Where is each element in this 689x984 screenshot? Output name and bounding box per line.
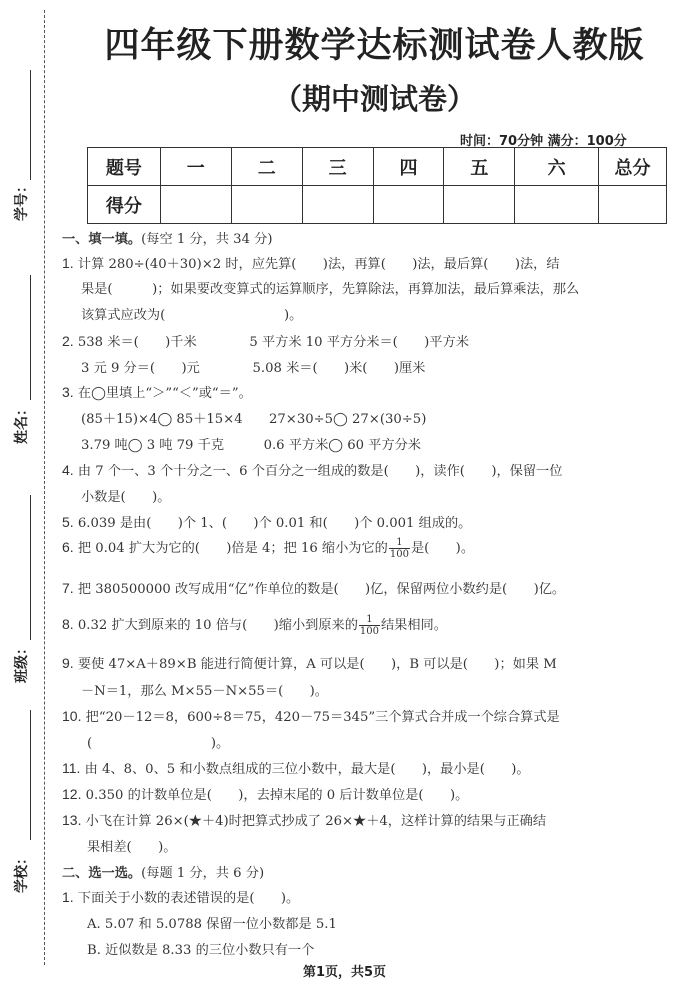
option-a xyxy=(87,913,337,932)
question-number: 3. xyxy=(62,384,74,400)
score-header-cell: 五 xyxy=(444,148,515,186)
question-9-line-2 xyxy=(81,680,328,699)
question-text: 由 7 个一、3 个十分之一、6 个百分之一组成的数是( )，读作( )，保留一位 xyxy=(77,464,563,479)
student-id-line xyxy=(30,70,31,180)
score-table xyxy=(87,147,667,224)
question-2-line-1 xyxy=(62,331,469,350)
page-footer: 第1页，共5页 xyxy=(302,965,387,980)
question-number: 10. xyxy=(62,708,82,724)
section1-heading-line xyxy=(62,228,272,247)
question-number: 1. xyxy=(62,889,74,905)
exam-title: 四年级下册数学达标测试卷人教版 xyxy=(104,26,645,66)
question-text: －N＝1，那么 M×55－N×55＝( )。 xyxy=(81,684,328,699)
question-text: 计算 280÷(40＋30)×2 时，应先算( )法，再算( )法，最后算( )法，结 xyxy=(77,257,560,272)
question-number: 9. xyxy=(62,655,74,671)
question-text: 把 380500000 改写成用“亿”作单位的数是( )亿，保留两位小数约是( )亿。 xyxy=(77,582,566,597)
score-header-cell: 二 xyxy=(231,148,302,186)
question-number: 5. xyxy=(62,514,74,530)
question-11 xyxy=(62,758,530,777)
question-text: 由 4、8、0、5 和小数点组成的三位小数中，最大是( )，最小是( )。 xyxy=(84,762,530,777)
question-text: 0.350 的计数单位是( )，去掉末尾的 0 后计数单位是( )。 xyxy=(85,788,469,803)
question-text: 6.039 是由( )个 1、( )个 0.01 和( )个 0.001 组成的。 xyxy=(77,516,472,531)
question-number: 13. xyxy=(62,812,82,828)
section1-heading: 一、填一填。 xyxy=(62,232,142,247)
question-7 xyxy=(62,578,565,597)
score-row-label: 得分 xyxy=(88,186,161,224)
question-6 xyxy=(62,537,474,560)
question-text: 3.79 吨◯ 3 吨 79 千克 0.6 平方米◯ 60 平方分米 xyxy=(81,438,421,453)
fraction-denominator: 100 xyxy=(389,549,409,560)
question-12 xyxy=(62,784,468,803)
question-text: 是( )。 xyxy=(410,541,475,556)
fraction-numerator: 1 xyxy=(389,537,410,549)
school-label: 学校： xyxy=(14,851,30,893)
question-number: 11. xyxy=(62,760,81,776)
time-score-info: 时间：70分钟 满分：100分 xyxy=(460,134,627,149)
option-text: B. 近似数是 8.33 的三位小数只有一个 xyxy=(87,943,315,958)
score-header-cell: 六 xyxy=(515,148,599,186)
question-text: ( )。 xyxy=(87,736,230,751)
fraction-one-hundredth xyxy=(389,537,410,560)
exam-subtitle: （期中测试卷） xyxy=(272,82,476,116)
section1-note: (每空 1 分，共 34 分) xyxy=(141,232,273,247)
question-number: 4. xyxy=(62,462,74,478)
question-1-line-3 xyxy=(81,304,302,323)
question-number: 12. xyxy=(62,786,82,802)
class-line xyxy=(30,495,31,640)
binding-margin xyxy=(0,0,58,984)
name-label: 姓名： xyxy=(14,402,30,444)
name-line xyxy=(30,275,31,400)
section2-heading: 二、选一选。 xyxy=(62,866,142,881)
class-label: 班级： xyxy=(14,641,30,683)
score-header-cell: 四 xyxy=(373,148,444,186)
question-text: 该算式应改为( )。 xyxy=(81,308,303,323)
option-text: A. 5.07 和 5.0788 保留一位小数都是 5.1 xyxy=(87,917,337,932)
score-header-cell: 总分 xyxy=(598,148,666,186)
question-number: 8. xyxy=(62,616,74,632)
score-cell[interactable] xyxy=(444,186,515,224)
question-8 xyxy=(62,614,447,637)
question-4-line-1 xyxy=(62,460,562,479)
question-number: 1. xyxy=(62,255,74,271)
question-number: 7. xyxy=(62,580,74,596)
question-number: 2. xyxy=(62,333,74,349)
section2-heading-line xyxy=(62,862,264,881)
score-header-cell: 一 xyxy=(160,148,231,186)
question-text: 要使 47×A＋89×B 能进行简便计算，A 可以是( )，B 可以是( )；如果 M xyxy=(77,657,557,672)
question-text: 0.32 扩大到原来的 10 倍与( )缩小到原来的 xyxy=(77,618,358,633)
question-13-line-1 xyxy=(62,810,546,829)
binding-dash-line xyxy=(44,10,45,965)
question-text: 在◯里填上“＞”“＜”或“＝”。 xyxy=(77,386,252,401)
question-text: 3 元 9 分＝( )元 5.08 米＝( )米( )厘米 xyxy=(81,361,426,376)
question-10-line-2 xyxy=(87,732,229,751)
question-text: 果是( )；如果要改变算式的运算顺序，先算除法，再算加法，最后算乘法，那么 xyxy=(81,282,580,297)
score-table-header-row xyxy=(88,148,667,186)
question-3-line-1 xyxy=(62,382,252,401)
question-text: 538 米＝( )千米 5 平方米 10 平方分米＝( )平方米 xyxy=(77,335,469,350)
section2-note: (每题 1 分，共 6 分) xyxy=(141,866,265,881)
score-cell[interactable] xyxy=(515,186,599,224)
question-text: 结果相同。 xyxy=(381,618,447,633)
school-line xyxy=(30,710,31,840)
question-1-line-1 xyxy=(62,253,560,272)
question-3-line-3 xyxy=(81,434,421,453)
question-text: 把 0.04 扩大为它的( )倍是 4；把 16 缩小为它的 xyxy=(77,541,388,556)
section2-question-1 xyxy=(62,887,299,906)
fraction-one-hundredth xyxy=(359,614,380,637)
question-text: 把“20－12＝8，600÷8＝75，420－75＝345”三个算式合并成一个综合算式是 xyxy=(85,710,560,725)
score-header-cell: 三 xyxy=(302,148,373,186)
question-9-line-1 xyxy=(62,653,557,672)
fraction-numerator: 1 xyxy=(359,614,380,626)
question-13-line-2 xyxy=(87,836,176,855)
question-2-line-2 xyxy=(81,357,425,376)
question-text: 果相差( )。 xyxy=(87,840,177,855)
question-text: (85＋15)×4◯ 85＋15×4 27×30÷5◯ 27×(30÷5) xyxy=(81,412,427,427)
option-b xyxy=(87,939,314,958)
score-cell[interactable] xyxy=(160,186,231,224)
question-4-line-2 xyxy=(81,486,170,505)
question-number: 6. xyxy=(62,539,74,555)
question-1-line-2 xyxy=(81,278,579,297)
score-cell[interactable] xyxy=(231,186,302,224)
question-text: 下面关于小数的表述错误的是( )。 xyxy=(77,891,300,906)
score-cell[interactable] xyxy=(598,186,666,224)
question-10-line-1 xyxy=(62,706,560,725)
score-cell[interactable] xyxy=(302,186,373,224)
question-text: 小飞在计算 26×(★＋4)时把算式抄成了 26×★＋4，这样计算的结果与正确结 xyxy=(85,814,547,829)
score-cell[interactable] xyxy=(373,186,444,224)
student-id-label: 学号： xyxy=(14,179,30,221)
score-header-cell: 题号 xyxy=(88,148,161,186)
score-table-score-row xyxy=(88,186,667,224)
question-3-line-2 xyxy=(81,408,426,427)
fraction-denominator: 100 xyxy=(359,626,379,637)
question-5 xyxy=(62,512,471,531)
question-text: 小数是( )。 xyxy=(81,490,171,505)
